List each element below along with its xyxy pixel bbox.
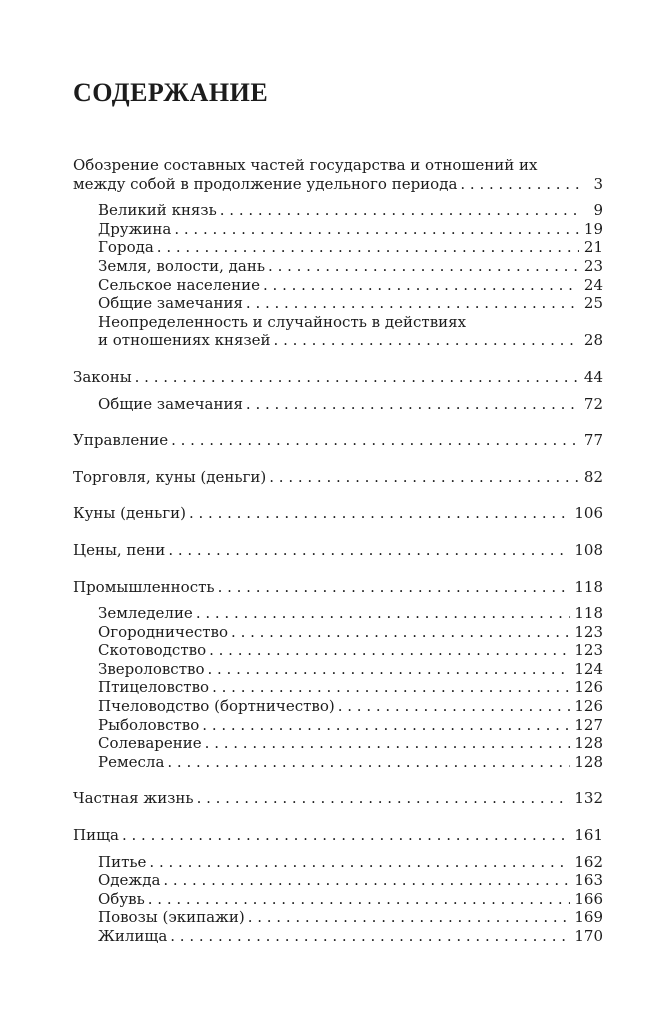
toc-entry-row (73, 468, 603, 487)
toc-section (73, 826, 603, 845)
toc-entry-row (98, 220, 603, 239)
toc-entry-row (73, 431, 603, 450)
dot-leader (460, 175, 579, 194)
toc-entry-title: Ремесла (98, 752, 165, 771)
toc-section (73, 578, 603, 597)
dot-leader (212, 678, 570, 697)
toc-page-number: 9 (593, 201, 603, 220)
toc-entry-title: Пчеловодство (бортничество) (98, 697, 335, 716)
toc-subsection (73, 734, 603, 753)
toc-entry-row (98, 623, 603, 642)
toc-subsection (73, 276, 603, 295)
toc-entry-title: Жилища (98, 927, 168, 945)
toc-page-number: 126 (574, 678, 603, 697)
toc-page-number: 108 (574, 540, 603, 559)
dot-leader (220, 201, 579, 220)
toc-subsection (73, 697, 603, 716)
toc-entry-row (98, 331, 603, 350)
toc-page-number: 166 (574, 889, 603, 908)
toc-page-number: 23 (583, 256, 603, 275)
toc-subsection (73, 678, 603, 697)
toc-page-number: 118 (574, 577, 603, 596)
dot-leader (274, 331, 579, 350)
toc-subsection (73, 716, 603, 735)
toc-entry-title: Птицеловство (98, 678, 210, 697)
toc-entry-title: Звероловство (98, 659, 205, 678)
dot-leader (248, 908, 571, 927)
toc-entry-row (98, 395, 603, 414)
toc-entry-row (98, 908, 603, 927)
table-of-contents (73, 156, 603, 946)
toc-subsection (73, 604, 603, 623)
toc-entry-title: Одежда (98, 871, 161, 890)
toc-page-number: 123 (574, 622, 603, 641)
dot-leader (205, 734, 571, 753)
toc-entry-title: и отношениях князей (98, 331, 271, 350)
toc-page-number: 82 (583, 467, 603, 486)
dot-leader (207, 660, 570, 679)
dot-leader (231, 623, 570, 642)
toc-section (73, 468, 603, 487)
toc-entry-row (98, 604, 603, 623)
toc-page-number: 25 (583, 294, 603, 313)
dot-leader (209, 641, 570, 660)
toc-entry-row (73, 578, 603, 597)
toc-page-number: 3 (593, 174, 603, 193)
toc-page-number: 126 (574, 697, 603, 716)
dot-leader (174, 220, 579, 239)
toc-entry-row (98, 753, 603, 772)
toc-subsection (73, 201, 603, 220)
toc-entry-title: Питье (98, 852, 147, 871)
toc-entry-row (73, 541, 603, 560)
dot-leader (196, 604, 571, 623)
toc-page-number: 128 (574, 734, 603, 753)
toc-entry-title: Города (98, 238, 154, 257)
toc-entry-row (98, 257, 603, 276)
toc-subsection (73, 294, 603, 313)
toc-entry-title: Дружина (98, 219, 172, 238)
dot-leader (157, 238, 579, 257)
toc-entry-row (98, 716, 603, 735)
dot-leader (171, 431, 579, 450)
dot-leader (135, 368, 579, 387)
toc-section (73, 541, 603, 560)
toc-subsection (73, 395, 603, 414)
toc-page-number: 124 (574, 659, 603, 678)
toc-subsection (73, 853, 603, 872)
toc-page-number: 21 (583, 238, 603, 257)
toc-entry-row (98, 678, 603, 697)
dot-leader (218, 578, 571, 597)
toc-subsection (73, 220, 603, 239)
toc-subsection (73, 908, 603, 927)
toc-entry-title: Сельское население (98, 275, 260, 294)
toc-page-number: 106 (574, 504, 603, 523)
toc-page-number: 19 (583, 219, 603, 238)
dot-leader (263, 276, 579, 295)
toc-entry-row (73, 789, 603, 808)
toc-page-number: 77 (583, 431, 603, 450)
toc-entry-title-line: Неопределенность и случайность в действиях (98, 312, 467, 331)
toc-entry-row (98, 697, 603, 716)
toc-page-number: 161 (574, 826, 603, 845)
toc-subsection (73, 641, 603, 660)
toc-entry-row (73, 368, 603, 387)
toc-subsection (73, 623, 603, 642)
toc-page-number: 28 (583, 331, 603, 350)
toc-entry-row (73, 826, 603, 845)
toc-page-number: 169 (574, 908, 603, 927)
toc-section (73, 504, 603, 523)
toc-entry-title: Цены, пени (73, 540, 166, 559)
toc-entry-row (98, 871, 603, 890)
dot-leader (246, 294, 579, 313)
toc-section (73, 789, 603, 808)
toc-entry-title: Земля, волости, дань (98, 256, 266, 275)
toc-page-number: 162 (574, 852, 603, 871)
toc-subsection (73, 927, 603, 946)
toc-page-number: 118 (574, 604, 603, 623)
dot-leader (168, 541, 570, 560)
toc-entry-title: между собой в продолжение удельного периода (73, 174, 458, 193)
toc-entry-title: Солеварение (98, 734, 202, 753)
toc-entry-row (98, 238, 603, 257)
toc-entry-title: Частная жизнь (73, 789, 194, 808)
toc-entry-title: Торговля, куны (деньги) (73, 467, 267, 486)
toc-page-number: 72 (583, 394, 603, 413)
toc-entry-row (98, 641, 603, 660)
dot-leader (170, 927, 570, 946)
toc-entry-row (73, 175, 603, 194)
toc-entry-title: Пища (73, 826, 119, 845)
toc-entry-row (98, 734, 603, 753)
toc-entry-title: Земледелие (98, 604, 193, 623)
toc-entry-title: Промышленность (73, 577, 215, 596)
toc-entry-row (98, 201, 603, 220)
toc-entry-title: Общие замечания (98, 394, 243, 413)
dot-leader (167, 753, 570, 772)
toc-entry-row (98, 853, 603, 872)
toc-subsection (73, 871, 603, 890)
toc-subsection (73, 257, 603, 276)
toc-entry-title: Управление (73, 431, 169, 450)
dot-leader (269, 468, 579, 487)
toc-entry-row (98, 890, 603, 909)
toc-section (73, 368, 603, 387)
dot-leader (268, 257, 579, 276)
toc-entry-title: Законы (73, 367, 132, 386)
dot-leader (202, 716, 570, 735)
dot-leader (189, 504, 570, 523)
toc-subsection (73, 660, 603, 679)
dot-leader (148, 890, 571, 909)
toc-page-number: 44 (583, 367, 603, 386)
toc-page-number: 170 (574, 927, 603, 945)
toc-subsection (73, 890, 603, 909)
toc-section (73, 431, 603, 450)
toc-page-number: 163 (574, 871, 603, 890)
toc-entry-title: Общие замечания (98, 294, 243, 313)
page-title: СОДЕРЖАНИЕ (73, 78, 269, 107)
toc-subsection (73, 313, 603, 350)
dot-leader (163, 871, 570, 890)
toc-page-number: 24 (583, 275, 603, 294)
toc-subsection (73, 238, 603, 257)
toc-entry-row (98, 294, 603, 313)
dot-leader (149, 853, 570, 872)
toc-entry-title: Повозы (экипажи) (98, 908, 245, 927)
toc-page-number: 127 (574, 715, 603, 734)
dot-leader (246, 395, 579, 414)
toc-entry-title: Куны (деньги) (73, 504, 186, 523)
toc-entry-title: Великий князь (98, 201, 217, 220)
toc-page-number: 132 (574, 789, 603, 808)
toc-entry-title: Обувь (98, 889, 145, 908)
toc-entry-title: Скотоводство (98, 641, 207, 660)
dot-leader (338, 697, 571, 716)
toc-entry-title-line: Обозрение составных частей государства и отношений их (73, 156, 538, 174)
toc-entry-title: Рыболовство (98, 715, 200, 734)
toc-section (73, 156, 603, 193)
dot-leader (122, 826, 570, 845)
toc-entry-row (98, 660, 603, 679)
toc-page-number: 123 (574, 641, 603, 660)
dot-leader (197, 789, 571, 808)
toc-subsection (73, 753, 603, 772)
toc-entry-row (73, 504, 603, 523)
toc-entry-row (98, 276, 603, 295)
toc-entry-row (98, 927, 603, 946)
toc-page-number: 128 (574, 752, 603, 771)
toc-entry-title: Огородничество (98, 622, 229, 641)
